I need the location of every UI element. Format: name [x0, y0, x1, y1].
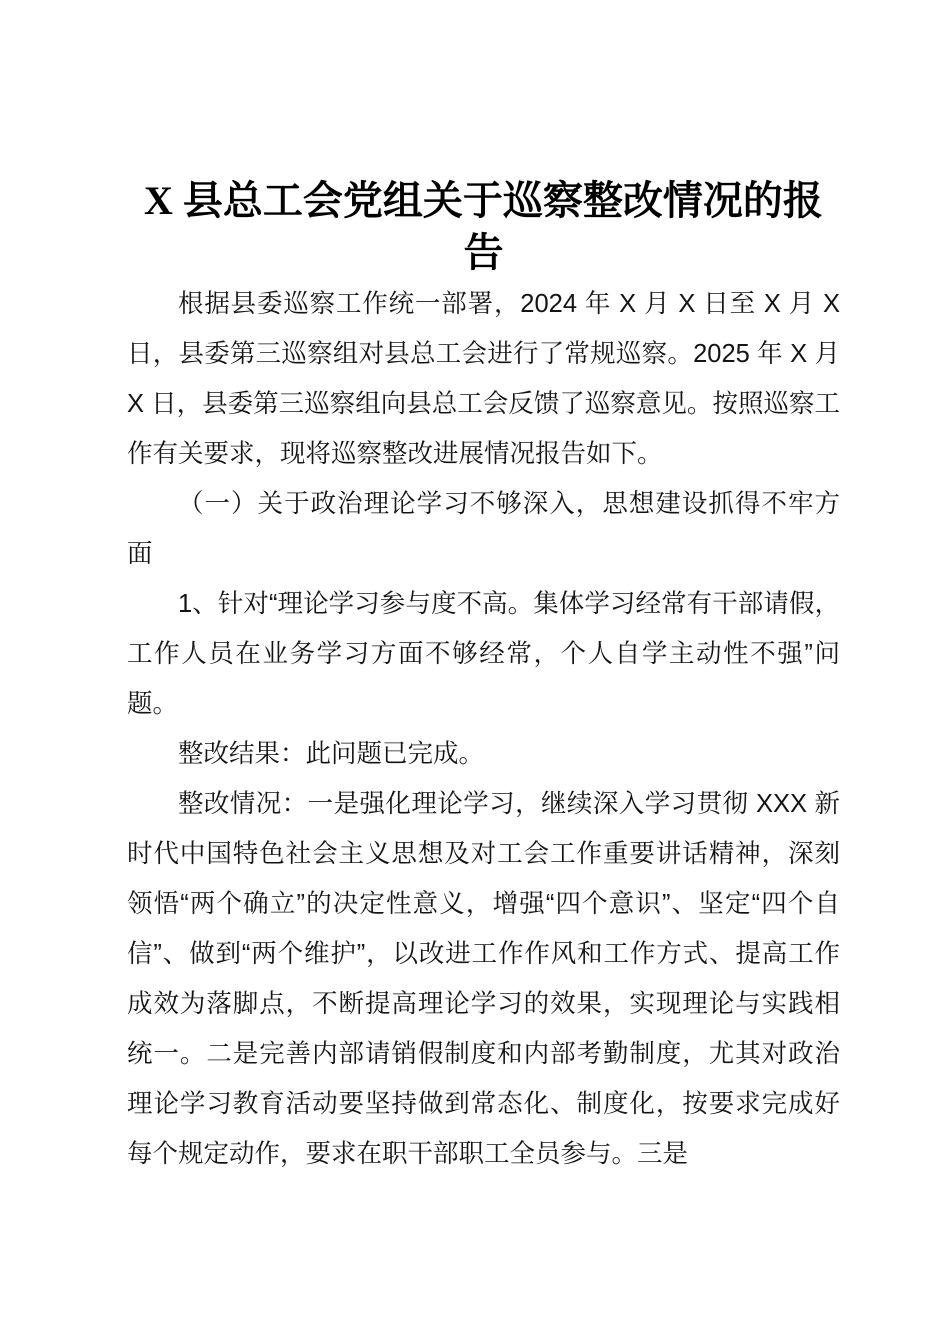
document-body: [127, 279, 840, 1179]
paragraph-intro: 根据县委巡察工作统一部署，2024 年 X 月 X 日至 X 月 X 日，县委第三巡察组对县总工会进行了常规巡察。2025 年 X 月 X 日，县委第三巡察组向县总工会反馈了巡察意见。按照巡察工作有关要求，现将巡察整改进展情况报告如下。: [127, 290, 840, 468]
paragraph-issue-1: 1、针对“理论学习参与度不高。集体学习经常有干部请假，工作人员在业务学习方面不够经常，个人自学主动性不强”问题。: [127, 590, 840, 718]
paragraph-rectification-result: 整改结果：此问题已完成。: [178, 740, 485, 768]
paragraph-section-heading: （一）关于政治理论学习不够深入，思想建设抓得不牢方面: [127, 490, 840, 568]
document-title: X 县总工会党组关于巡察整改情况的报告: [144, 178, 823, 275]
paragraph-rectification-detail: 整改情况：一是强化理论学习，继续深入学习贯彻 XXX 新时代中国特色社会主义思想及对工会工作重要讲话精神，深刻领悟“两个确立”的决定性意义，增强“四个意识”、坚定“四个自信”、做到“两个维护”，以改进工作作风和工作方式、提高工作成效为落脚点，不断提高理论学习的效果，实现理论与实践相统一。二是完善内部请销假制度和内部考勤制度，尤其对政治理论学习教育活动要坚持做到常态化、制度化，按要求完成好每个规定动作，要求在职干部职工全员参与。三是: [127, 790, 840, 1168]
